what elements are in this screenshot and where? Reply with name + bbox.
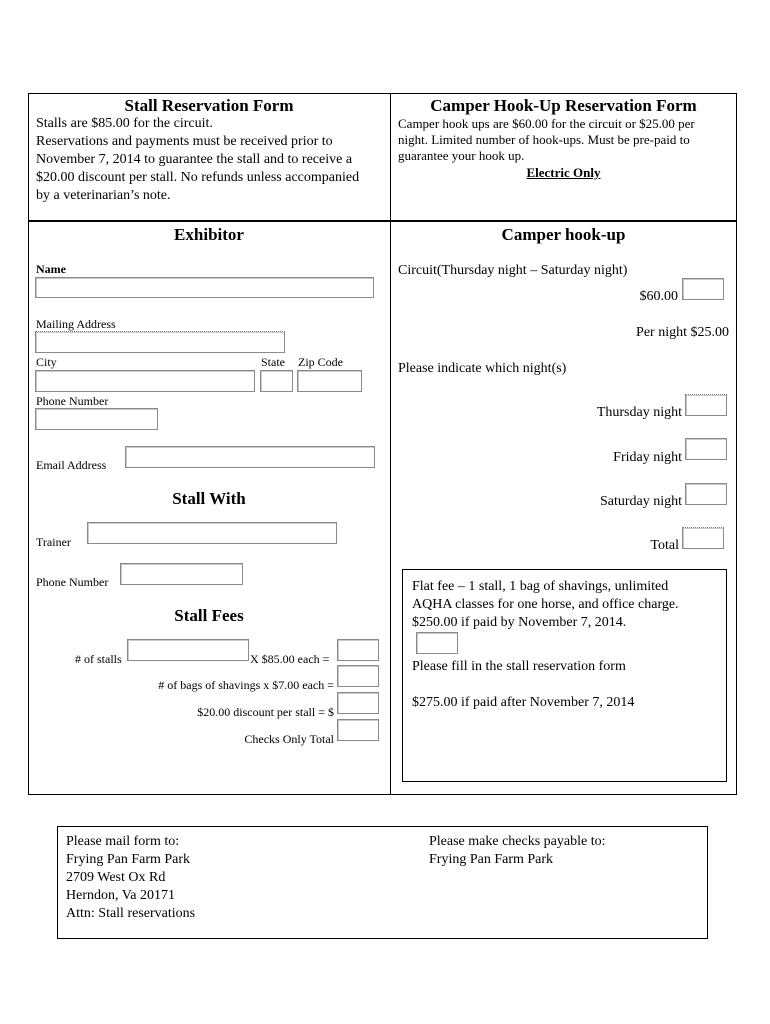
city-label: City (36, 355, 57, 369)
stall-form-line2: Reservations and payments must be received prior to (36, 134, 333, 149)
checks-total-label: Checks Only Total (244, 732, 334, 746)
stalls-count-field[interactable] (127, 639, 249, 661)
stall-form-line3: November 7, 2014 to guarantee the stall and to receive a (36, 152, 353, 167)
mail-city: Herndon, Va 20171 (66, 888, 176, 903)
discount-label: $20.00 discount per stall = $ (197, 705, 334, 719)
stall-with-phone-label: Phone Number (36, 575, 109, 589)
email-address-field[interactable] (125, 446, 375, 468)
stalls-label: # of stalls (75, 652, 122, 666)
flat-fee-line3: $250.00 if paid by November 7, 2014. (412, 615, 627, 630)
discount-amount-field[interactable] (337, 692, 379, 714)
flat-fee-field[interactable] (416, 632, 458, 654)
email-address-label: Email Address (36, 458, 107, 472)
main-divider (390, 221, 391, 795)
zip-code-label: Zip Code (298, 355, 343, 369)
stall-with-phone-field[interactable] (120, 563, 243, 585)
circuit-label: Circuit(Thursday night – Saturday night) (398, 263, 628, 278)
thursday-night-label: Thursday night (596, 405, 682, 420)
checks-total-field[interactable] (337, 719, 379, 741)
stall-with-heading: Stall With (172, 489, 246, 508)
stall-form-line5: by a veterinarian’s note. (36, 188, 171, 203)
stall-form-line1: Stalls are $85.00 for the circuit. (36, 116, 213, 131)
friday-night-label: Friday night (613, 450, 682, 465)
name-label: Name (36, 262, 66, 276)
camper-form-line1: Camper hook ups are $60.00 for the circuit or $25.00 per (398, 116, 695, 131)
state-label: State (261, 355, 285, 369)
stall-form-title: Stall Reservation Form (124, 96, 294, 115)
stall-amount-field[interactable] (337, 639, 379, 661)
flat-fee-fill-in: Please fill in the stall reservation form (412, 659, 626, 674)
mail-attn: Attn: Stall reservations (66, 906, 196, 921)
trainer-label: Trainer (36, 535, 71, 549)
flat-fee-line2: AQHA classes for one horse, and office charge. (412, 597, 679, 612)
camper-form-line2: night. Limited number of hook-ups. Must be pre-paid to (398, 132, 690, 147)
circuit-price: $60.00 (639, 289, 678, 304)
stall-price-label: X $85.00 each = (250, 652, 330, 666)
flat-fee-late: $275.00 if paid after November 7, 2014 (412, 695, 635, 710)
checks-payee: Frying Pan Farm Park (429, 852, 554, 867)
phone-number-field[interactable] (35, 408, 158, 430)
electric-only: Electric Only (526, 165, 601, 180)
phone-number-label: Phone Number (36, 394, 109, 408)
city-field[interactable] (35, 370, 255, 392)
mailing-address-label: Mailing Address (36, 317, 116, 331)
trainer-field[interactable] (87, 522, 337, 544)
exhibitor-heading: Exhibitor (174, 225, 244, 244)
zip-code-field[interactable] (297, 370, 362, 392)
flat-fee-line1: Flat fee – 1 stall, 1 bag of shavings, unlimited (412, 579, 669, 594)
camper-total-field[interactable] (682, 527, 724, 549)
shavings-amount-field[interactable] (337, 665, 379, 687)
camper-form-title: Camper Hook-Up Reservation Form (430, 96, 697, 115)
mail-park: Frying Pan Farm Park (66, 852, 191, 867)
mail-street: 2709 West Ox Rd (66, 870, 166, 885)
checks-payable-label: Please make checks payable to: (429, 834, 606, 849)
mail-to-label: Please mail form to: (66, 834, 180, 849)
state-field[interactable] (260, 370, 293, 392)
indicate-nights-label: Please indicate which night(s) (398, 361, 567, 376)
mailing-address-field[interactable] (35, 331, 285, 353)
per-night-price: Per night $25.00 (636, 325, 729, 340)
name-field[interactable] (35, 277, 374, 298)
friday-night-field[interactable] (685, 438, 727, 460)
saturday-night-label: Saturday night (599, 494, 682, 509)
camper-total-label: Total (650, 538, 679, 553)
circuit-field[interactable] (682, 278, 724, 300)
stall-fees-heading: Stall Fees (174, 606, 244, 625)
stall-form-line4: $20.00 discount per stall. No refunds unless accompanied (36, 170, 360, 185)
camper-form-line3: guarantee your hook up. (398, 148, 525, 163)
camper-hookup-heading: Camper hook-up (501, 225, 626, 244)
saturday-night-field[interactable] (685, 483, 727, 505)
thursday-night-field[interactable] (685, 394, 727, 416)
shavings-label: # of bags of shavings x $7.00 each = (158, 678, 334, 692)
